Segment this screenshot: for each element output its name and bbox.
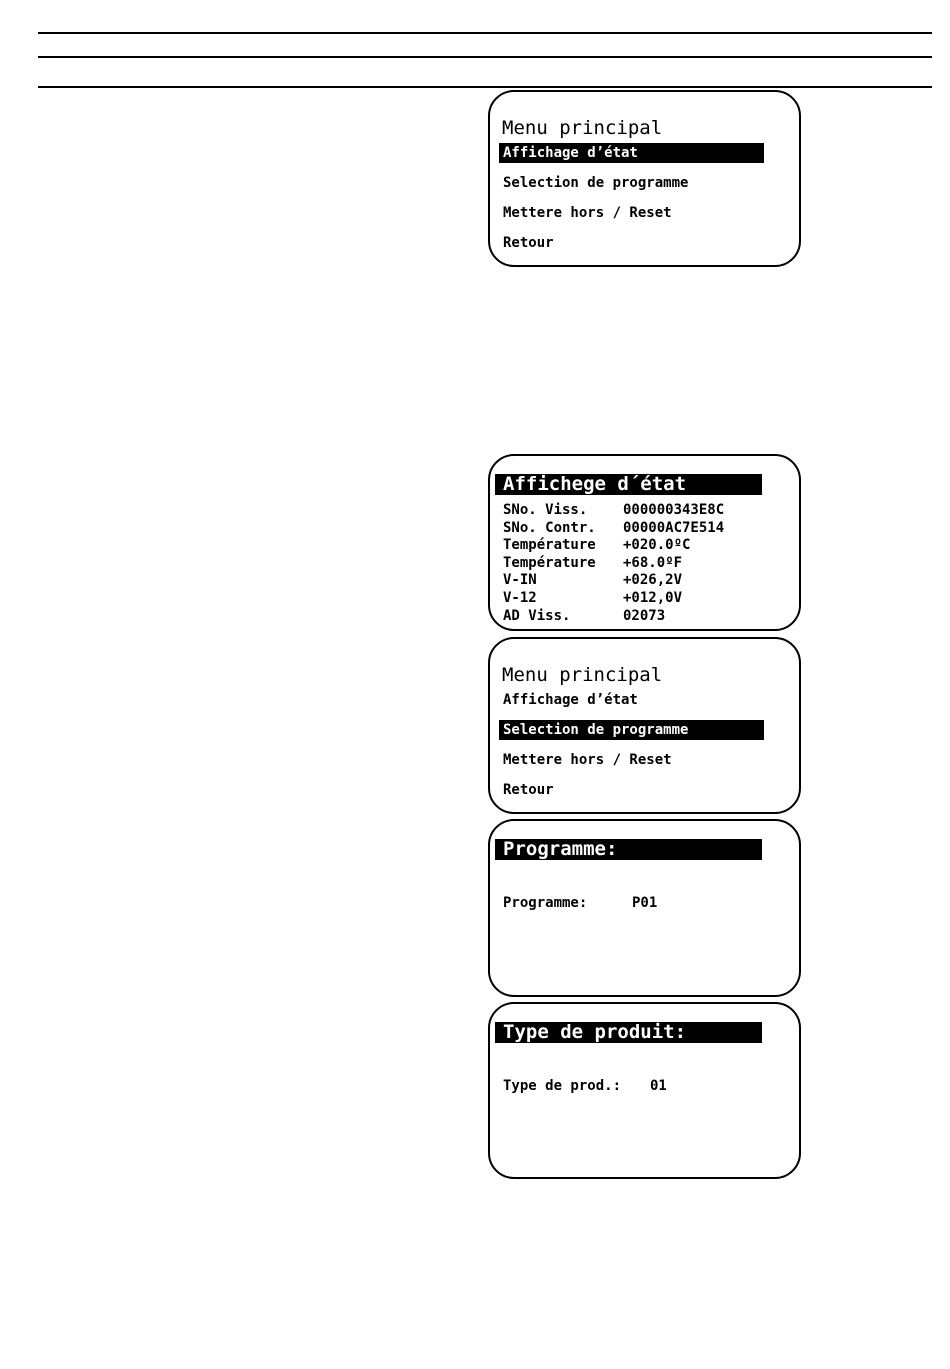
status-value: +68.0ºF — [623, 554, 683, 571]
header-rule-bottom — [38, 86, 932, 88]
display-menu-principal-2 — [488, 637, 801, 814]
status-value: 000000343E8C — [623, 502, 725, 518]
status-label: V-IN — [503, 572, 537, 589]
status-value: 00000AC7E514 — [623, 519, 725, 536]
display-status — [488, 454, 801, 631]
status-label: Température — [503, 537, 596, 554]
status-value: +020.0ºC — [623, 537, 691, 554]
status-label: AD Viss. — [503, 607, 571, 624]
type-produit-value: 01 — [650, 1078, 667, 1094]
type-produit-label: Type de prod.: — [503, 1078, 622, 1094]
menu-item-retour[interactable]: Retour — [503, 782, 554, 798]
status-value: 02073 — [623, 607, 666, 624]
status-label: SNo. Viss. — [503, 502, 588, 518]
status-label: Température — [503, 554, 596, 571]
header-rule-middle — [38, 56, 932, 58]
programme-title: Programme: — [495, 839, 762, 860]
header-rule-top — [38, 32, 932, 34]
menu-item-affichage-etat[interactable]: Affichage d’état — [503, 692, 638, 708]
menu-item-selection-programme[interactable]: Selection de programme — [503, 175, 689, 191]
status-label: V-12 — [503, 590, 537, 606]
menu-item-mettre-hors-reset[interactable]: Mettere hors / Reset — [503, 205, 672, 221]
type-produit-title: Type de produit: — [495, 1022, 762, 1043]
status-title: Affichege d´état — [495, 474, 762, 495]
menu-title: Menu principal — [502, 664, 663, 686]
programme-label: Programme: — [503, 895, 588, 911]
display-menu-principal-1 — [488, 90, 801, 267]
display-programme — [488, 819, 801, 997]
status-value: +026,2V — [623, 572, 683, 589]
menu-title: Menu principal — [502, 117, 663, 139]
menu-item-mettre-hors-reset[interactable]: Mettere hors / Reset — [503, 752, 672, 768]
menu-item-retour[interactable]: Retour — [503, 235, 554, 251]
status-label: SNo. Contr. — [503, 519, 596, 536]
display-type-produit — [488, 1002, 801, 1179]
programme-value: P01 — [632, 895, 658, 911]
menu-item-selection-programme[interactable]: Selection de programme — [499, 720, 764, 740]
status-value: +012,0V — [623, 590, 683, 606]
menu-item-affichage-etat[interactable]: Affichage d’état — [499, 143, 764, 163]
